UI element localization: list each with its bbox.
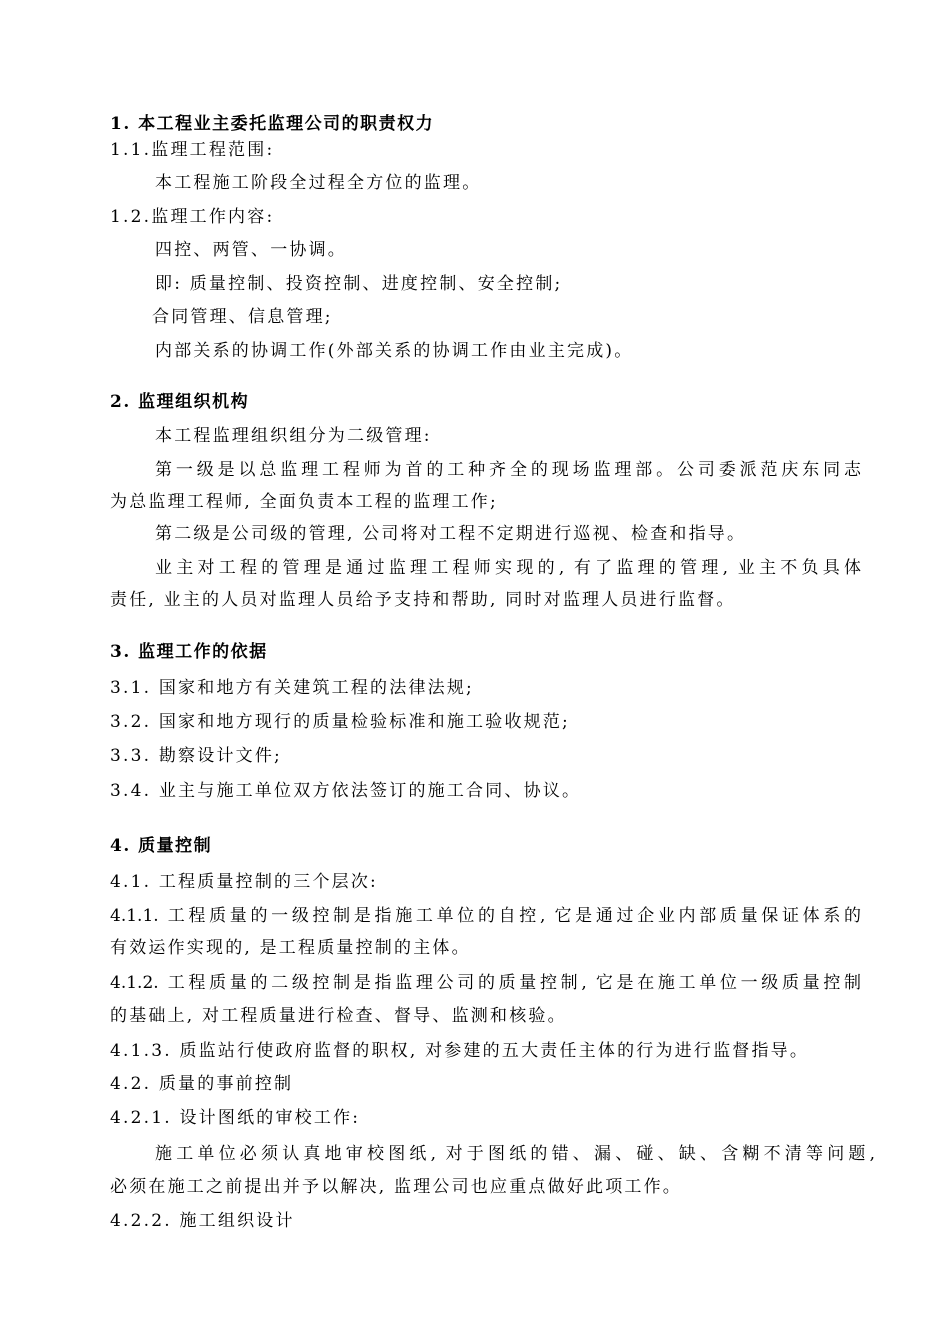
section-4-2-1-line-2: 必须在施工之前提出并予以解决, 监理公司也应重点做好此项工作。	[110, 1177, 683, 1197]
section-1-1-body: 本工程施工阶段全过程全方位的监理。	[155, 173, 482, 193]
section-1-2-line-3: 合同管理、信息管理;	[152, 307, 333, 327]
section-4-heading: 4. 质量控制	[110, 836, 213, 856]
section-1-2-line-1: 四控、两管、一协调。	[155, 240, 347, 260]
section-4-2-title: 4.2. 质量的事前控制	[110, 1074, 294, 1094]
section-1-2-title: 1.2.监理工作内容:	[110, 207, 275, 227]
section-2-para-1: 本工程监理组织组分为二级管理:	[155, 426, 432, 446]
section-4-2-2-title: 4.2.2. 施工组织设计	[110, 1211, 295, 1231]
section-4-1-1-line-2: 有效运作实现的, 是工程质量控制的主体。	[110, 938, 471, 958]
section-4-1-2-line-2: 的基础上, 对工程质量进行检查、督导、监测和核验。	[110, 1006, 567, 1026]
section-4-2-1-line-1: 施工单位必须认真地审校图纸, 对于图纸的错、漏、碰、缺、含糊不清等问题,	[155, 1144, 875, 1164]
section-2-para-2-line-2: 为总监理工程师, 全面负责本工程的监理工作;	[110, 492, 498, 512]
section-4-1-3: 4.1.3. 质监站行使政府监督的职权, 对参建的五大责任主体的行为进行监督指导。	[110, 1041, 810, 1061]
section-4-1-1-line-1: 4.1.1. 工程质量的一级控制是指施工单位的自控, 它是通过企业内部质量保证体系的	[110, 906, 861, 926]
section-2-para-4-line-2: 责任, 业主的人员对监理人员给予支持和帮助, 同时对监理人员进行监督。	[110, 590, 736, 610]
section-4-2-1-title: 4.2.1. 设计图纸的审校工作:	[110, 1108, 361, 1128]
section-3-item-4: 3.4. 业主与施工单位双方依法签订的施工合同、协议。	[110, 781, 582, 801]
section-3-heading: 3. 监理工作的依据	[110, 642, 268, 662]
section-2-para-2-line-1: 第一级是以总监理工程师为首的工种齐全的现场监理部。公司委派范庆东同志	[155, 460, 861, 480]
section-1-heading: 1. 本工程业主委托监理公司的职责权力	[110, 114, 435, 134]
section-2-para-4-line-1: 业主对工程的管理是通过监理工程师实现的, 有了监理的管理, 业主不负具体	[155, 558, 861, 578]
section-3-item-2: 3.2. 国家和地方现行的质量检验标准和施工验收规范;	[110, 712, 570, 732]
section-4-1-title: 4.1. 工程质量控制的三个层次:	[110, 872, 378, 892]
section-1-2-line-4: 内部关系的协调工作(外部关系的协调工作由业主完成)。	[155, 341, 634, 361]
section-2-heading: 2. 监理组织机构	[110, 392, 250, 412]
section-1-2-line-2: 即: 质量控制、投资控制、进度控制、安全控制;	[155, 274, 563, 294]
section-1-1-title: 1.1.监理工程范围:	[110, 140, 275, 160]
section-3-item-3: 3.3. 勘察设计文件;	[110, 746, 282, 766]
section-4-1-2-line-1: 4.1.2. 工程质量的二级控制是指监理公司的质量控制, 它是在施工单位一级质量控制	[110, 973, 861, 993]
section-2-para-3: 第二级是公司级的管理, 公司将对工程不定期进行巡视、检查和指导。	[155, 524, 747, 544]
section-3-item-1: 3.1. 国家和地方有关建筑工程的法律法规;	[110, 678, 474, 698]
